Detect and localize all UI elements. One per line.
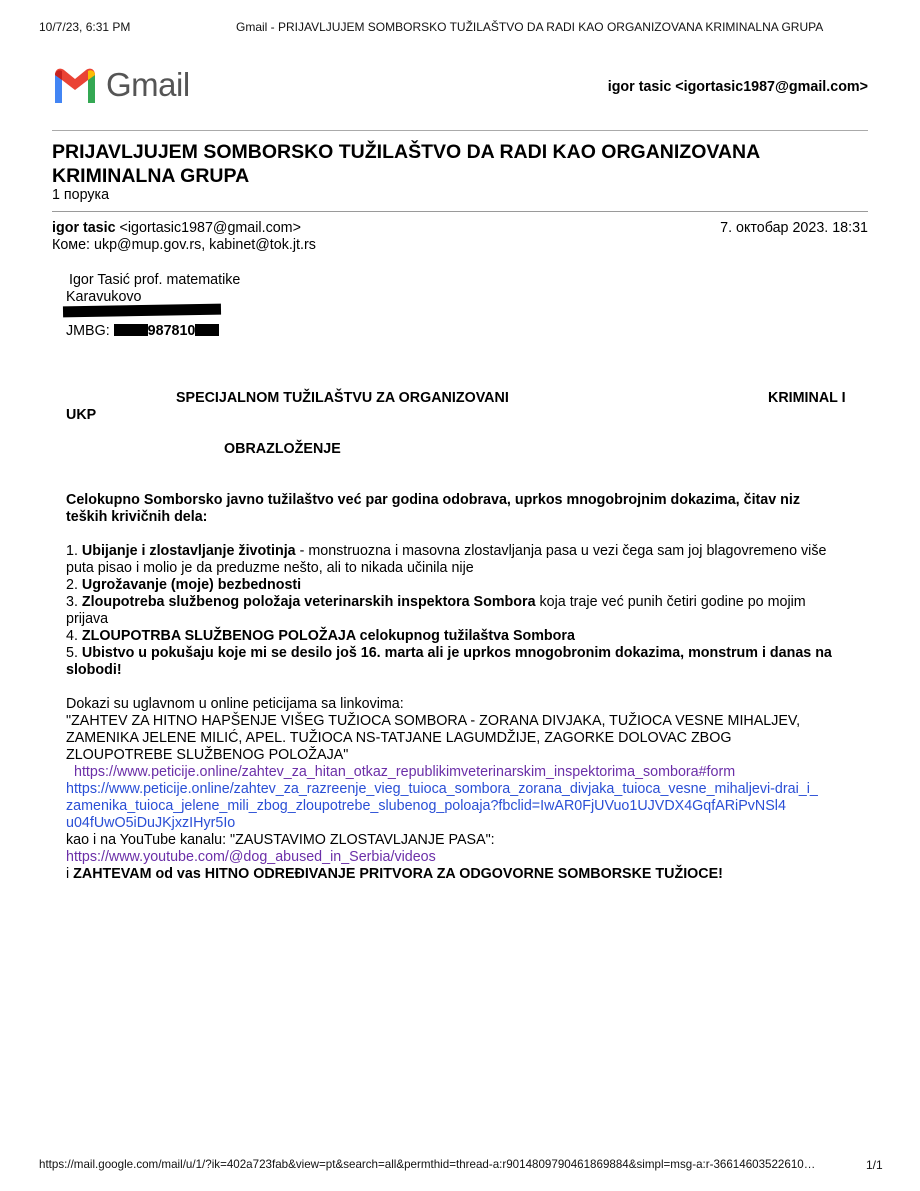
account-label: igor tasic <igortasic1987@gmail.com> (607, 79, 868, 95)
list-item-1-line-2: puta pisao i molio je da preduzme nešto, ali to nikada učinila nije (66, 560, 474, 576)
list-item-4-num: 4. (66, 628, 82, 644)
list-item-3-title: Zloupotreba službenog položaja veterinarskih inspektora Sombora (81, 594, 536, 610)
addressee-ukp: UKP (66, 407, 97, 423)
gmail-m-logo-icon (52, 67, 98, 103)
list-item-1-text: - monstruozna i masovna zlostavljanja pasa u vezi čega sam joj blagovremeno više (295, 543, 827, 559)
gmail-wordmark: Gmail (106, 66, 190, 103)
redaction-address (63, 304, 221, 318)
subject-divider (52, 211, 868, 212)
intro-line-1: Celokupno Somborsko javno tužilaštvo već par godina odobrava, uprkos mnogobrojnim dokazima, čitav niz (66, 492, 801, 508)
jmbg-visible: 987810 (147, 323, 196, 339)
petition-link-1[interactable]: https://www.peticije.online/zahtev_za_hitan_otkaz_republikimveterinarskim_inspektorima_sombora#form (74, 764, 736, 780)
list-item-1-num: 1. (66, 543, 82, 559)
list-item-5-line-2: slobodi! (66, 662, 122, 678)
jmbg (66, 323, 219, 340)
list-item-5 (66, 645, 832, 662)
closing-demand (66, 866, 723, 883)
sender-name: igor tasic (52, 220, 116, 236)
list-item-1 (66, 543, 826, 560)
list-item-2 (66, 577, 301, 594)
list-item-3 (66, 594, 806, 611)
print-title: Gmail - PRIJAVLJUJEM SOMBORSKO TUŽILAŠTVO DA RADI KAO ORGANIZOVANA KRIMINALNA GRUPA (236, 20, 824, 34)
addressee-heading-right: KRIMINAL I (768, 390, 846, 406)
list-item-3-text: koja traje već punih četiri godine po mojim (535, 594, 806, 610)
youtube-link[interactable]: https://www.youtube.com/@dog_abused_in_Serbia/videos (66, 849, 436, 865)
evidence-intro: Dokazi su uglavnom u online peticijama sa linkovima: (66, 696, 404, 712)
jmbg-label: JMBG: (66, 323, 114, 339)
petition-link-2-line-1[interactable]: https://www.peticije.online/zahtev_za_razreenje_vieg_tuioca_sombora_zorana_divjaka_tuioca_vesne_mihaljevi-drai_i_ (66, 781, 818, 797)
print-page-number: 1/1 (866, 1158, 883, 1172)
list-item-2-title: Ugrožavanje (moje) bezbednosti (81, 577, 302, 593)
youtube-intro: kao i na YouTube kanalu: "ZAUSTAVIMO ZLOSTAVLJANJE PASA": (66, 832, 495, 848)
sender-email: <igortasic1987@gmail.com> (115, 220, 301, 236)
sender (52, 220, 301, 237)
petition-line-1: "ZAHTEV ZA HITNO HAPŠENJE VIŠEG TUŽIOCA SOMBORA - ZORANA DIVJAKA, TUŽIOCA VESNE MIHALJEV, (66, 713, 801, 729)
intro-line-2: teških krivičnih dela: (66, 509, 208, 525)
list-item-4 (66, 628, 575, 645)
list-item-1-title: Ubijanje i zlostavljanje životinja (81, 543, 296, 559)
redaction-jmbg-end (195, 324, 219, 336)
list-item-2-num: 2. (66, 577, 82, 593)
signature-place: Karavukovo (66, 289, 142, 305)
list-item-5-title: Ubistvo u pokušaju koje mi se desilo još 16. marta ali je uprkos mnogobronim dokazima, monstrum i danas na (81, 645, 832, 661)
redaction-jmbg-start (114, 324, 148, 336)
message-date: 7. октобар 2023. 18:31 (720, 220, 868, 236)
obrazlozenje-heading: OBRAZLOŽENJE (224, 441, 341, 457)
closing-prefix: i (66, 866, 74, 882)
thread-subject: PRIJAVLJUJEM SOMBORSKO TUŽILAŠTVO DA RADI KAO ORGANIZOVANA KRIMINALNA GRUPA (52, 141, 760, 187)
petition-line-3: ZLOUPOTREBE SLUŽBENOG POLOŽAJA" (66, 747, 349, 763)
list-item-5-num: 5. (66, 645, 82, 661)
list-item-4-title: ZLOUPOTRBA SLUŽBENOG POLOŽAJA celokupnog tužilaštva Sombora (81, 628, 575, 644)
list-item-3-num: 3. (66, 594, 82, 610)
message-count: 1 порука (52, 187, 110, 203)
header-divider (52, 130, 868, 131)
closing-demand-text: ZAHTEVAM od vas HITNO ODREĐIVANJE PRITVORA ZA ODGOVORNE SOMBORSKE TUŽIOCE! (73, 866, 723, 882)
petition-link-2-line-2[interactable]: zamenika_tuioca_jelene_mili_zbog_zloupotrebe_slubenog_poloaja?fbclid=IwAR0FjUVuo1UJVDX4GqfARiPvNSl4 (66, 798, 786, 814)
addressee-heading: SPECIJALNOM TUŽILAŠTVU ZA ORGANIZOVANI (176, 390, 509, 406)
gmail-logo (52, 67, 98, 108)
signature-name: Igor Tasić prof. matematike (69, 272, 241, 288)
petition-line-2: ZAMENIKA JELENE MILIĆ, APEL. TUŽIOCA NS-TATJANE LAGUMDŽIJE, ZAGORKE DOLOVAC ZBOG (66, 730, 732, 746)
list-item-3-line-2: prijava (66, 611, 109, 627)
print-datetime: 10/7/23, 6:31 PM (39, 20, 131, 34)
print-footer-url: https://mail.google.com/mail/u/1/?ik=402a723fab&view=pt&search=all&permthid=thread-a:r9014809790461869884&simpl=msg-a:r-36614603522610… (39, 1158, 816, 1171)
recipients: Коме: ukp@mup.gov.rs, kabinet@tok.jt.rs (52, 237, 316, 253)
petition-link-2-line-3[interactable]: u04fUwO5iDuJKjxzIHyr5Io (66, 815, 236, 831)
